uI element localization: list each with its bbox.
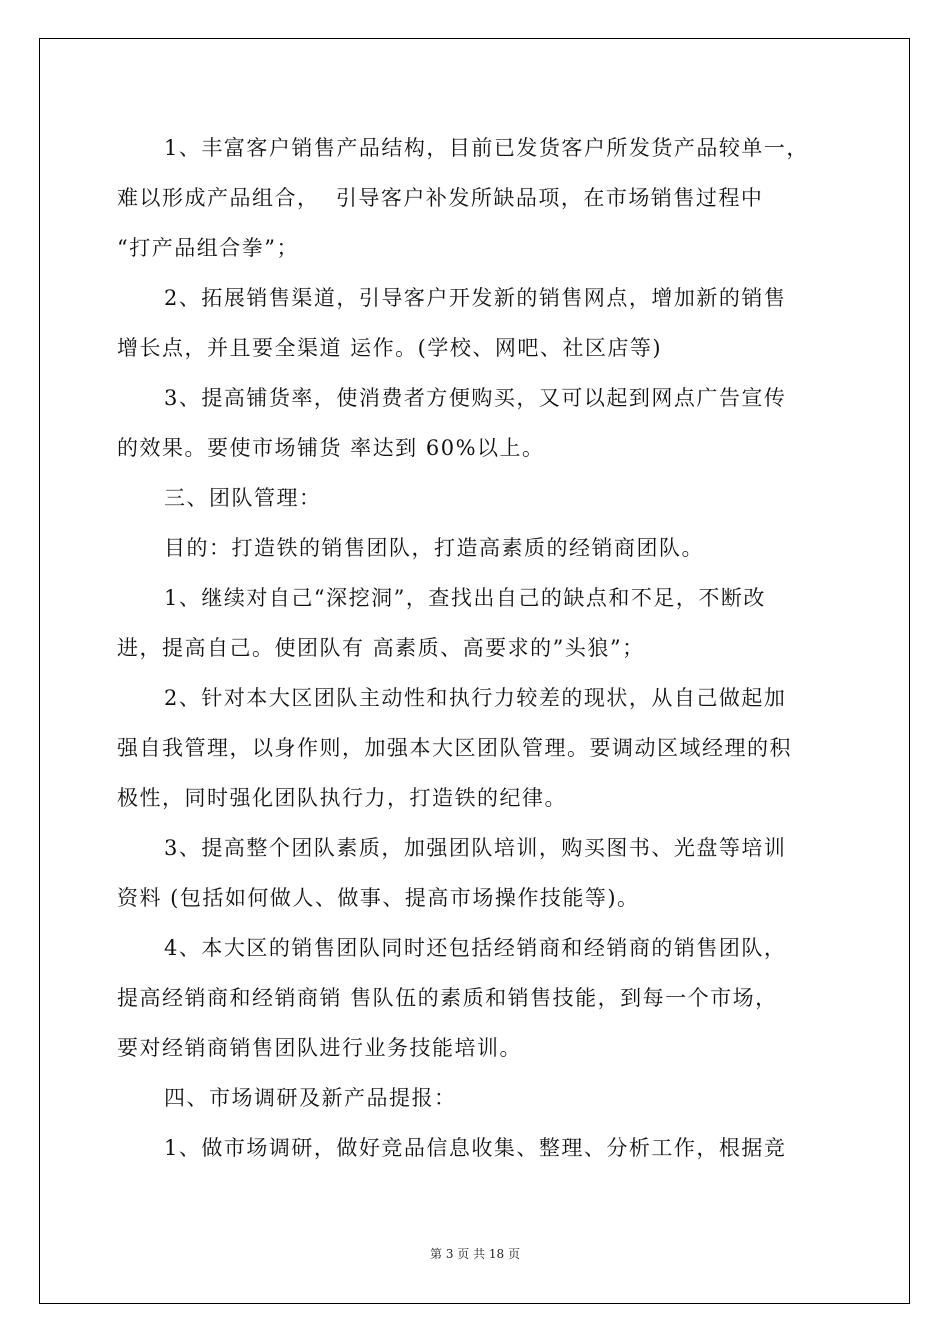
paragraph-line: 增长点，并且要全渠道 运作。(学校、网吧、社区店等)	[117, 336, 663, 360]
paragraph-line: 进，提高自己。使团队有 高素质、高要求的”头狼”；	[117, 636, 645, 660]
paragraph-line: “打产品组合拳”；	[117, 236, 299, 260]
page-number-footer: 第 3 页 共 18 页	[430, 1247, 520, 1261]
section-heading: 四、市场调研及新产品提报：	[164, 1086, 457, 1110]
paragraph-line: 4、本大区的销售团队同时还包括经销商和经销商的销售团队，	[164, 936, 787, 960]
paragraph-line: 要对经销商销售团队进行业务技能培训。	[117, 1036, 522, 1060]
paragraph-line: 资料 (包括如何做人、做事、提高市场操作技能等)。	[117, 886, 640, 910]
paragraph-line: 难以形成产品组合， 引导客户补发所缺品项，在市场销售过程中	[117, 186, 764, 210]
paragraph-line: 目的：打造铁的销售团队，打造高素质的经销商团队。	[164, 536, 704, 560]
paragraph-line: 1、做市场调研，做好竞品信息收集、整理、分析工作，根据竞	[164, 1136, 787, 1160]
paragraph-line: 2、针对本大区团队主动性和执行力较差的现状，从自己做起加	[164, 686, 787, 710]
section-heading: 三、团队管理：	[164, 486, 322, 510]
paragraph-line: 1、继续对自己“深挖洞”，查找出自己的缺点和不足，不断改	[164, 586, 766, 610]
paragraph-line: 提高经销商和经销商销 售队伍的素质和销售技能，到每一个市场，	[117, 986, 778, 1010]
paragraph-line: 强自我管理，以身作则，加强本大区团队管理。要调动区域经理的积	[117, 736, 792, 760]
paragraph-line: 的效果。要使市场铺货 率达到 60%以上。	[117, 436, 545, 460]
paragraph-line: 3、提高铺货率，使消费者方便购买，又可以起到网点广告宣传	[164, 386, 787, 410]
paragraph-line: 2、拓展销售渠道，引导客户开发新的销售网点，增加新的销售	[164, 286, 787, 310]
paragraph-line: 极性，同时强化团队执行力，打造铁的纪律。	[117, 786, 567, 810]
paragraph-line: 1、丰富客户销售产品结构，目前已发货客户所发货产品较单一，	[164, 136, 809, 160]
paragraph-line: 3、提高整个团队素质，加强团队培训，购买图书、光盘等培训	[164, 836, 787, 860]
